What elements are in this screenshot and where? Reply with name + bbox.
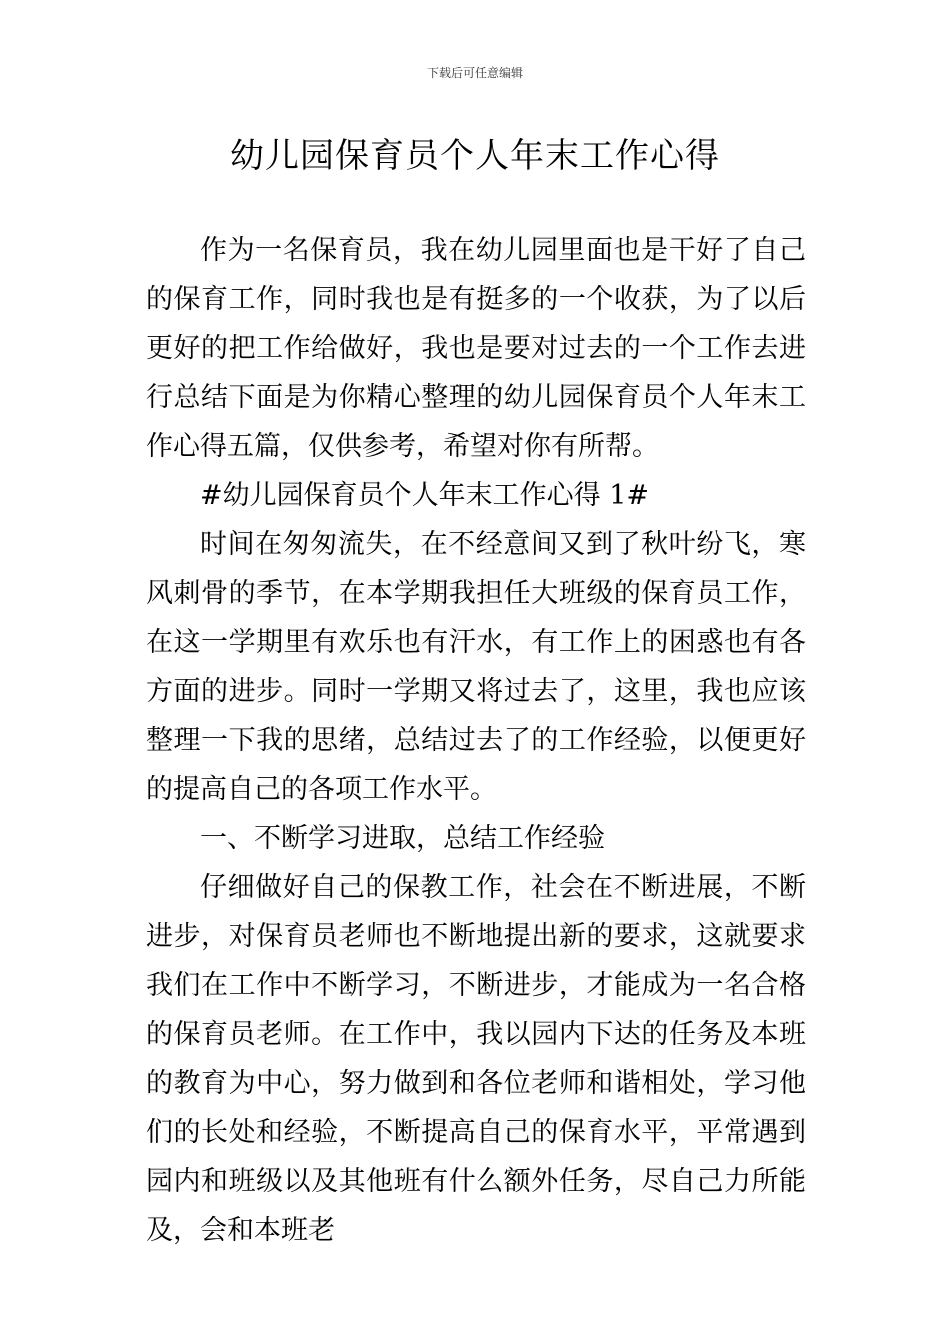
paragraph-1: 时间在匆匆流失，在不经意间又到了秋叶纷飞，寒风刺骨的季节，在本学期我担任大班级的保育员工作，在这一学期里有欢乐也有汗水，有工作上的困惑也有各方面的进步。同时一学期又将过去了，这里，我也应该整理一下我的思绪，总结过去了的工作经验，以便更好的提高自己的各项工作水平。 xyxy=(146,529,806,805)
document-title: 幼儿园保育员个人年末工作心得 xyxy=(230,136,720,176)
header-note: 下载后可任意编辑 xyxy=(426,66,523,80)
subheading-1: 一、不断学习进取，总结工作经验 xyxy=(200,823,605,854)
paragraph-2: 仔细做好自己的保教工作，社会在不断进展，不断进步，对保育员老师也不断地提出新的要求，这就要求我们在工作中不断学习，不断进步，才能成为一名合格的保育员老师。在工作中，我以园内下达的任务及本班的教育为中心，努力做到和各位老师和谐相处，学习他们的长处和经验，不断提高自己的保育水平，平常遇到园内和班级以及其他班有什么额外任务，尽自己力所能及，会和本班老 xyxy=(146,872,806,1246)
intro-paragraph: 作为一名保育员，我在幼儿园里面也是干好了自己的保育工作，同时我也是有挺多的一个收获，为了以后更好的把工作给做好，我也是要对过去的一个工作去进行总结下面是为你精心整理的幼儿园保育员个人年末工作心得五篇，仅供参考，希望对你有所帮。 xyxy=(146,235,806,462)
section-heading-1: #幼儿园保育员个人年末工作心得 1# xyxy=(200,480,650,511)
document-body xyxy=(146,226,806,1255)
